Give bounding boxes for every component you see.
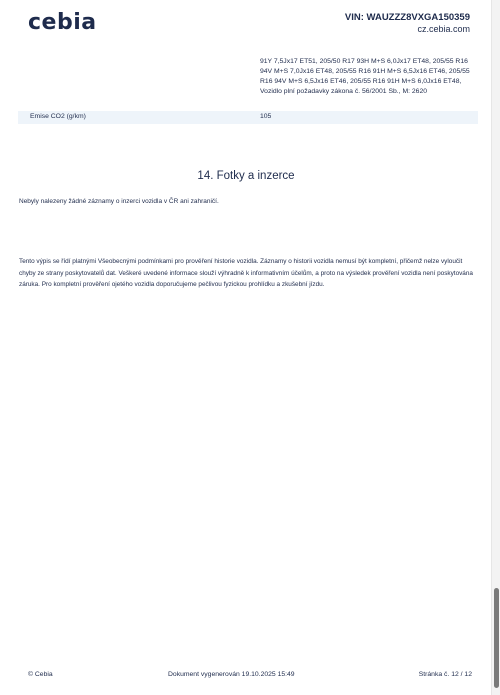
co2-spec-row (18, 111, 478, 124)
co2-label: Emise CO2 (g/km) (30, 113, 86, 120)
scrollbar-track[interactable] (491, 0, 500, 695)
footer-copyright: © Cebia (28, 671, 53, 678)
section-title: 14. Fotky a inzerce (197, 170, 295, 182)
wheels-spec-row (18, 54, 478, 110)
website-link[interactable]: cz.cebia.com (417, 24, 470, 34)
cebia-logo (28, 10, 97, 35)
logo-text: cebia (28, 10, 97, 35)
co2-value: 105 (260, 113, 272, 120)
wheels-spec-value: 91Y 7,5Jx17 ET51, 205/50 R17 93H M+S 6,0Jx17 ET48, 205/55 R16 94V M+S 7,0Jx16 ET48, 205/55 R16 91H M+S 6,5Jx16 ET46, 205/55 R16 94V M+S 6,5Jx16 ET46, 205/55 R16 91H M+S 6,0Jx16 ET48, Vozidlo plní požadavky zákona č. 56/2001 Sb., M: 2620 (260, 58, 470, 95)
disclaimer-text: Tento výpis se řídí platnými Všeobecnými podmínkami pro prověření historie vozidla. Záznamy o historii vozidla nemusí být kompletní, přičemž nelze vyloučit chyby ze strany poskytovatelů dat. Veškeré uvedené informace slouží výhradně k informativním účelům, a proto na výsledek prověření vozidla není poskytována záruka. Pro kompletní prověření ojetého vozidla doporučujeme pečlivou fyzickou prohlídku a zkušební jízdu. (19, 258, 473, 288)
no-records-text: Nebyly nalezeny žádné záznamy o inzerci vozidla v ČR ani zahraničí. (19, 198, 219, 205)
footer-page-number: Stránka č. 12 / 12 (418, 671, 472, 678)
footer-generated: Dokument vygenerován 19.10.2025 15:49 (168, 671, 295, 678)
vin-number: VIN: WAUZZZ8VXGA150359 (344, 12, 470, 23)
scrollbar-thumb[interactable] (494, 588, 499, 688)
